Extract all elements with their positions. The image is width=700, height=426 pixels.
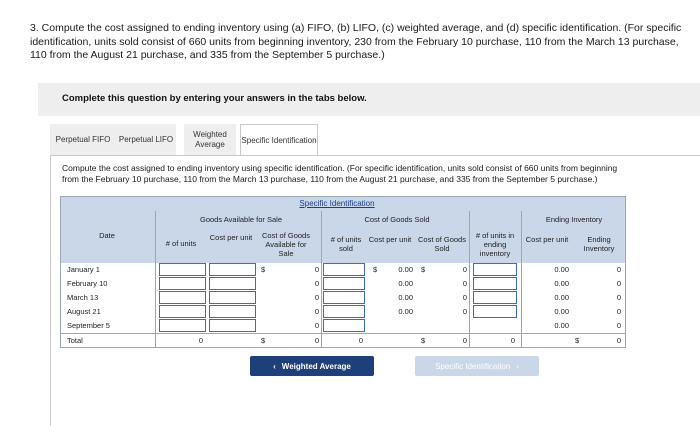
table-row — [61, 291, 625, 305]
dollar-sign: $ — [421, 336, 426, 345]
total-units-sold-value: 0 — [358, 336, 363, 345]
units-input[interactable] — [159, 319, 206, 332]
row-date: March 13 — [67, 293, 99, 302]
table-row — [61, 319, 625, 333]
header-cost-available: Cost of Goods Available for Sale — [262, 231, 310, 258]
sub-question-line-1: Compute the cost assigned to ending inventory using specific identification. (For specific identification, units sold consist of 660 units from beginning — [62, 163, 618, 173]
header-cost-per-unit: Cost per unit — [209, 233, 253, 242]
total-ending-inventory-value: 0 — [616, 336, 621, 345]
total-row — [61, 333, 625, 347]
tab-perpetual-lifo[interactable]: Perpetual LIFO — [116, 124, 176, 156]
previous-tab-label: Weighted Average — [281, 361, 351, 371]
table-row — [61, 263, 625, 277]
total-units-value: 0 — [198, 336, 203, 345]
header-date: Date — [99, 231, 115, 240]
table-title: Specific Identification — [299, 199, 375, 208]
header-cost-per-unit-end: Cost per unit — [525, 235, 569, 244]
units-sold-input[interactable] — [323, 305, 365, 318]
total-cost-sold-value: 0 — [462, 336, 467, 345]
units-input[interactable] — [159, 291, 206, 304]
header-units-sold: # of units sold — [330, 235, 362, 253]
group-ending-inventory: Ending Inventory — [545, 215, 603, 224]
cost-available-value: 0 — [314, 293, 319, 302]
cost-per-unit-sold-value: 0.00 — [398, 265, 413, 274]
cost-sold-value: 0 — [462, 293, 467, 302]
units-ending-input[interactable] — [473, 277, 517, 290]
units-sold-input[interactable] — [323, 263, 365, 276]
header-ending-inventory: Ending Inventory — [583, 235, 615, 253]
units-input[interactable] — [159, 277, 206, 290]
cost-per-unit-end-value: 0.00 — [554, 321, 569, 330]
dollar-sign: $ — [373, 265, 378, 274]
cost-sold-value: 0 — [462, 265, 467, 274]
cost-available-value: 0 — [314, 279, 319, 288]
cost-per-unit-sold-value: 0.00 — [398, 293, 413, 302]
ending-inventory-value: 0 — [616, 321, 621, 330]
instruction-bar — [38, 83, 700, 116]
header-cost-sold: Cost of Goods Sold — [418, 235, 466, 253]
row-date: January 1 — [67, 265, 100, 274]
cost-per-unit-input[interactable] — [209, 263, 256, 276]
table-row — [61, 277, 625, 291]
instruction-text: Complete this question by entering your answers in the tabs below. — [62, 93, 367, 104]
cost-per-unit-input[interactable] — [209, 291, 256, 304]
next-tab-label: Specific Identification — [435, 361, 511, 371]
ending-inventory-value: 0 — [616, 293, 621, 302]
units-ending-input[interactable] — [473, 305, 517, 318]
table-title-bar — [61, 197, 625, 211]
table-header — [61, 211, 625, 263]
dollar-sign: $ — [261, 336, 266, 345]
header-cost-per-unit-sold: Cost per unit — [368, 235, 412, 244]
header-units: # of units — [165, 239, 197, 248]
cost-per-unit-input[interactable] — [209, 305, 256, 318]
cost-sold-value: 0 — [462, 307, 467, 316]
total-label: Total — [67, 336, 83, 345]
question-text: 3. Compute the cost assigned to ending inventory using (a) FIFO, (b) LIFO, (c) weighted average, and (d) specific identification. (For specific identification, units sold consist of 660 units from beginning inventory, 230 from the February 10 purchase, 110 from the March 13 purchase, 110 from the August 21 purchase, and 335 from the September 5 purchase.) — [30, 22, 682, 61]
units-sold-input[interactable] — [323, 319, 365, 332]
cost-per-unit-end-value: 0.00 — [554, 307, 569, 316]
total-cost-available-value: 0 — [314, 336, 319, 345]
cost-per-unit-end-value: 0.00 — [554, 279, 569, 288]
row-date: August 21 — [67, 307, 101, 316]
chevron-left-icon: ‹ — [273, 361, 276, 371]
cost-per-unit-sold-value: 0.00 — [398, 307, 413, 316]
total-units-ending-value: 0 — [510, 336, 515, 345]
group-cost-of-goods-sold: Cost of Goods Sold — [364, 215, 430, 224]
cost-per-unit-end-value: 0.00 — [554, 265, 569, 274]
dollar-sign: $ — [421, 265, 426, 274]
cost-per-unit-input[interactable] — [209, 319, 256, 332]
tab-perpetual-fifo[interactable]: Perpetual FIFO — [50, 124, 116, 156]
row-date: September 5 — [67, 321, 110, 330]
group-goods-available: Goods Available for Sale — [200, 215, 282, 224]
next-tab-button[interactable] — [415, 356, 539, 376]
chevron-right-icon: › — [516, 361, 519, 371]
sub-question — [62, 163, 700, 185]
units-sold-input[interactable] — [323, 277, 365, 290]
header-units-ending: # of units in ending inventory — [475, 231, 515, 258]
previous-tab-button[interactable] — [250, 356, 374, 376]
units-ending-input[interactable] — [473, 291, 517, 304]
sub-question-line-2: from the February 10 purchase, 110 from the March 13 purchase, 110 from the August 21 purchase, and 335 from the September 5 purchase.) — [62, 174, 598, 184]
tab-weighted-average[interactable]: Weighted Average — [184, 124, 236, 156]
table-row — [61, 305, 625, 319]
row-date: February 10 — [67, 279, 108, 288]
cost-available-value: 0 — [314, 321, 319, 330]
units-sold-input[interactable] — [323, 291, 365, 304]
cost-per-unit-end-value: 0.00 — [554, 293, 569, 302]
ending-inventory-value: 0 — [616, 307, 621, 316]
dollar-sign: $ — [575, 336, 580, 345]
cost-per-unit-input[interactable] — [209, 277, 256, 290]
cost-per-unit-sold-value: 0.00 — [398, 279, 413, 288]
cost-sold-value: 0 — [462, 279, 467, 288]
units-input[interactable] — [159, 305, 206, 318]
units-ending-input[interactable] — [473, 263, 517, 276]
cost-available-value: 0 — [314, 265, 319, 274]
cost-available-value: 0 — [314, 307, 319, 316]
tab-specific-identification[interactable]: Specific Identification — [240, 124, 318, 156]
specific-identification-table — [60, 196, 626, 348]
units-input[interactable] — [159, 263, 206, 276]
dollar-sign: $ — [261, 265, 266, 274]
ending-inventory-value: 0 — [616, 265, 621, 274]
ending-inventory-value: 0 — [616, 279, 621, 288]
